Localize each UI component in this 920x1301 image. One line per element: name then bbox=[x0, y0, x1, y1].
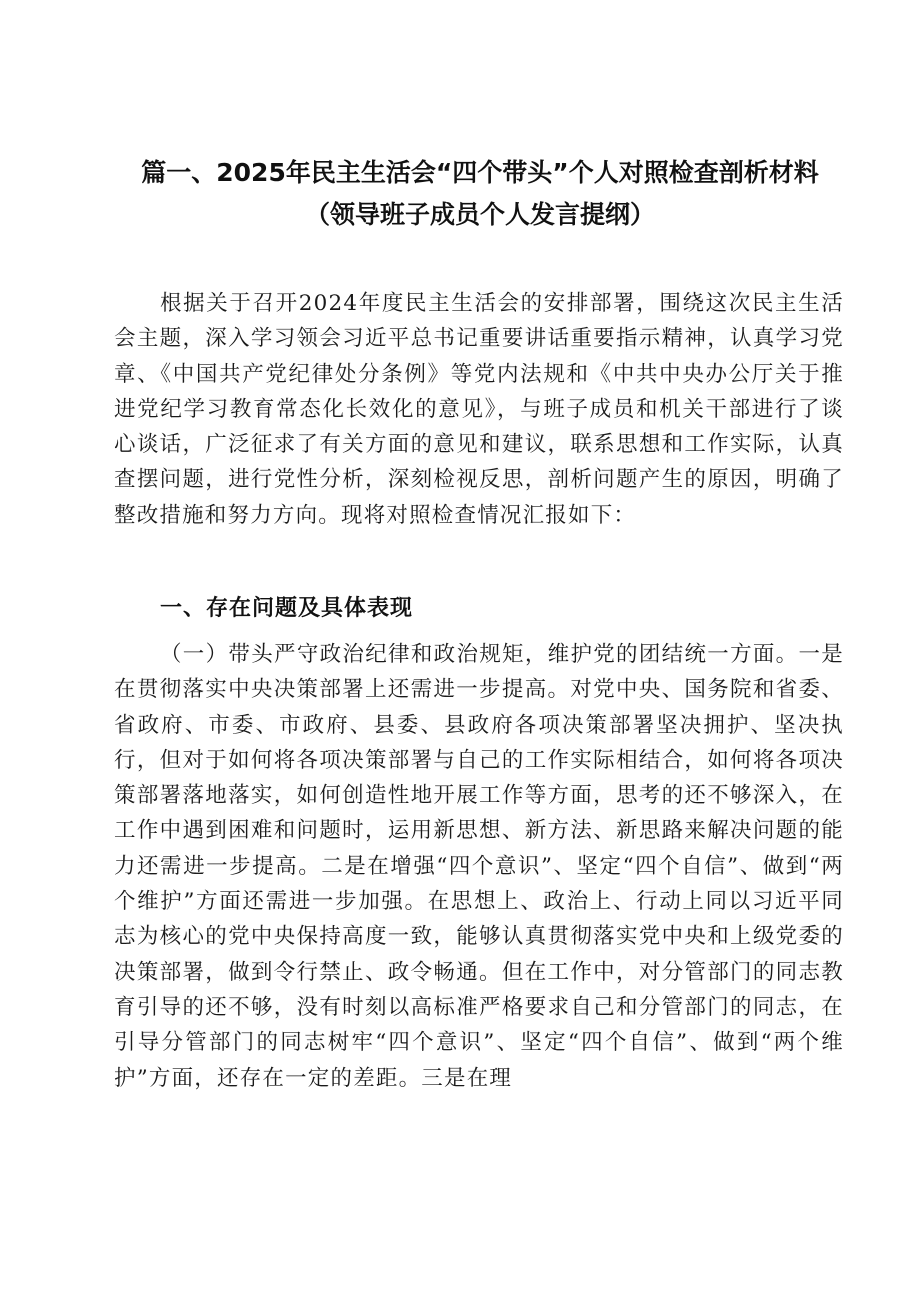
document-title: 篇一、2025年民主生活会“四个带头”个人对照检查剖析材料（领导班子成员个人发言提纲） bbox=[141, 158, 819, 229]
section-paragraph: （一）带头严守政治纪律和政治规矩，维护党的团结统一方面。一是在贯彻落实中央决策部署上还需进一步提高。对党中央、国务院和省委、省政府、市委、市政府、县委、县政府各项决策部署坚决拥护、坚决执行，但对于如何将各项决策部署与自己的工作实际相结合，如何将各项决策部署落地落实，如何创造性地开展工作等方面，思考的还不够深入，在工作中遇到困难和问题时，运用新思想、新方法、新思路来解决问题的能力还需进一步提高。二是在增强“四个意识”、坚定“四个自信”、做到“两个维护”方面还需进一步加强。在思想上、政治上、行动上同以习近平同志为核心的党中央保持高度一致，能够认真贯彻落实党中央和上级党委的决策部署，做到令行禁止、政令畅通。但在工作中，对分管部门的同志教育引导的还不够，没有时刻以高标准严格要求自己和分管部门的同志，在引导分管部门的同志树牢“四个意识”、坚定“四个自信”、做到“两个维护”方面，还存在一定的差距。三是在理 bbox=[114, 642, 844, 1091]
intro-paragraph: 根据关于召开2024年度民主生活会的安排部署，围绕这次民主生活会主题，深入学习领会习近平总书记重要讲话重要指示精神，认真学习党章、《中国共产党纪律处分条例》等党内法规和《中共中央办公厅关于推进党纪学习教育常态化长效化的意见》，与班子成员和机关干部进行了谈心谈话，广泛征求了有关方面的意见和建议，联系思想和工作实际，认真查摆问题，进行党性分析，深刻检视反思，剖析问题产生的原因，明确了整改措施和努力方向。现将对照检查情况汇报如下： bbox=[114, 291, 844, 528]
section-heading: 一、存在问题及具体表现 bbox=[160, 596, 414, 621]
